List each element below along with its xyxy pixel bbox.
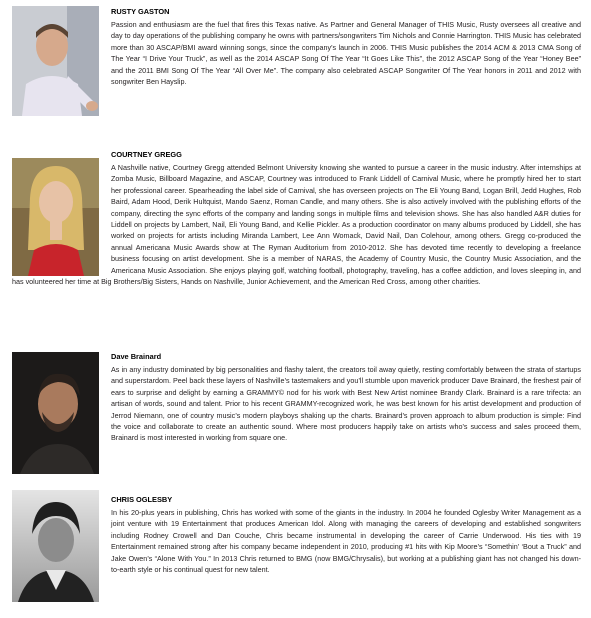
person-name: COURTNEY GREGG [111,150,182,159]
person-bio-text: As in any industry dominated by big personalities and flashy talent, the creators toil away quietly, resting comfortably between the strata of startups and superstardom. Peel back these layers of Nashville’s tastemakers and you’ll stumble upon maverick producer Dave Brainard, the freshest pair of ears to surprise and delight by earning a GRAMMY© nod for his work with Best New Artist nominee Brandy Clark. Brainard is a rare trifecta: an artisan of words, sound and talent. Prior to his recent GRAMMY-recognized work, he was best known for his artist development and production of Jerrod Niemann, one of country music’s modern playboys shaking up the charts. Brainard’s proven approach to album production is simple: Find the voice and collaborate to create an authentic sound. Where most producers happily take on artists who’s success and sales proceed them, Brainard is most interested in working from square one. [111,365,581,443]
chris-oglesby-bio [12,494,581,604]
dave-brainard-bio [12,351,581,475]
person-bio-text: A Nashville native, Courtney Gregg attended Belmont University knowing she wanted to pursue a career in the music industry. After internships at Zomba Music, Billboard Magazine, and ASCAP, Courtney was introduced to Frank Liddell of Carnival Music, where he promptly hired her to start her professional career. Spearheading the label side of Carnival, she has overseen projects on The Eli Young Band, Logan Brill, Jedd Hughes, Rob Baird, Adam Hood, Derik Hultquist, Mando Saenz, Roman Candle, and many others. She is also actively involved with the publishing efforts of the company, directing the sync efforts of the company and landing songs in multiple films and television shows. She has also handled A&R duties for Liddell on projects by Lambert, Nail, Eli Young Band, and Kellie Pickler. As a production coordinator on many albums produced by Liddell, she has worked on projects for artists including Miranda Lambert, Lee Ann Womack, David Nail, Dan Colehour, among others. Gregg co-produced the annual Americana Music Awards show at The Ryman Auditorium from 2010-2012. She has devoted time recently to developing a freelance business focusing on artist development. She is a member of NARAS, the Academy of Country Music, the Country Music Association, and the Americana Music Association. She enjoys playing golf, watching football, photography, traveling, has a coffee addiction, and loves sleeping in, and has volunteered her time at Big Brothers/Big Sisters, Hands on Nashville, Junior Achievement, and the American Red Cross, among other charities. [12,163,581,287]
person-name: CHRIS OGLESBY [111,495,173,504]
person-name: RUSTY GASTON [111,7,170,16]
rusty-gaston-bio [12,6,581,116]
person-name: Dave Brainard [111,352,162,361]
person-bio-text: In his 20-plus years in publishing, Chris has worked with some of the giants in the industry. In 2004 he founded Oglesby Writer Management as a joint venture with 19 Entertainment that produces American Idol. Along with managing the careers of developing and established songwriters including Rodney Crowell and Dan Couche, Chris became instrumental in developing the career of Carrie Underwood. His ties with 19 Entertainment remained strong after his company became independent in 2010, producing #1 hits with Kip Moore’s “Somethin’ ‘Bout a Truck” and Jake Owen’s “Alone With You.” In 2013 Chris returned to BMG (now BMG/Chrysalis), but working at a publishing giant has not changed his down-to-earth style or his continual quest for new talent. [111,508,581,575]
person-bio-text: Passion and enthusiasm are the fuel that fires this Texas native. As Partner and General Manager of THIS Music, Rusty oversees all creative and day to day operations of the publishing company he owns with partners/songwriters Tim Nichols and Connie Harrington. THIS Music has celebrated more than 30 ASCAP/BMI award winning songs, since the company’s launch in 2006. THIS Music publishes the 2014 ACM & 2013 CMA Song of The Year “I Drive Your Truck”, as well as the 2014 ASCAP Song Of The Year “It Goes Like This”, the 2012 ASCAP Song of the Year “Honey Bee” and the 2011 BMI Song Of The Year “All Over Me”. The company also celebrated ASCAP Songwriter Of The Year honors in 2011 and 2012 with songwriter Ben Hayslip. [111,20,581,87]
courtney-gregg-bio [12,149,581,287]
